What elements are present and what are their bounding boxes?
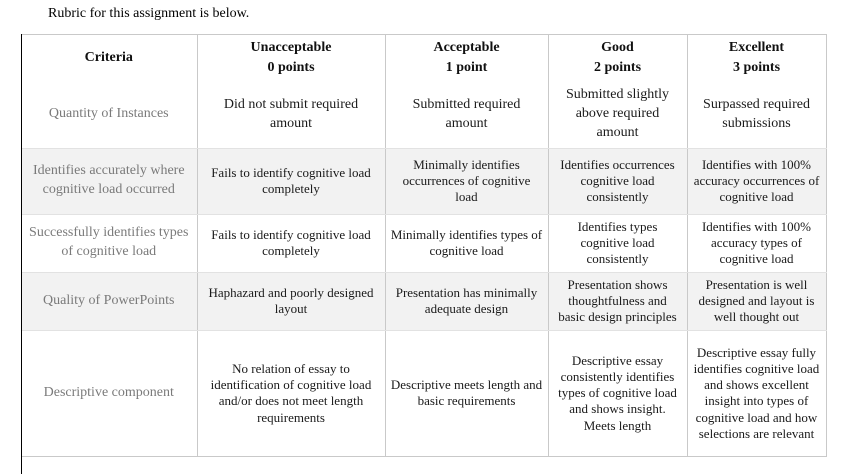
- rubric-table: [21, 34, 827, 456]
- header-acceptable: Acceptable 1 point: [385, 34, 548, 82]
- rating-cell: Surpassed required submissions: [687, 82, 826, 148]
- header-good: Good 2 points: [548, 34, 687, 82]
- criteria-cell: Successfully identifies types of cognitive load: [21, 214, 197, 272]
- rating-cell: Identifies occurrences cognitive load consistently: [548, 148, 687, 214]
- criteria-cell: Quantity of Instances: [21, 82, 197, 148]
- rating-cell: Presentation is well designed and layout is well thought out: [687, 272, 826, 330]
- rating-cell: Identifies with 100% accuracy types of cognitive load: [687, 214, 826, 272]
- rating-cell: No relation of essay to identification of cognitive load and/or does not meet length requirements: [197, 330, 385, 456]
- rating-cell: Descriptive essay fully identifies cognitive load and shows excellent insight into types of cognitive load and how selections are relevant: [687, 330, 826, 456]
- rating-cell: Haphazard and poorly designed layout: [197, 272, 385, 330]
- rating-cell: Identifies types cognitive load consistently: [548, 214, 687, 272]
- table-row: [21, 148, 826, 214]
- criteria-cell: Descriptive component: [21, 330, 197, 456]
- rating-cell: Identifies with 100% accuracy occurrences of cognitive load: [687, 148, 826, 214]
- rating-cell: Did not submit required amount: [197, 82, 385, 148]
- rating-cell: Submitted slightly above required amount: [548, 82, 687, 148]
- rating-cell: Minimally identifies types of cognitive load: [385, 214, 548, 272]
- header-row: [21, 34, 826, 82]
- rating-cell: Descriptive meets length and basic requirements: [385, 330, 548, 456]
- table-row: [21, 330, 826, 456]
- rating-cell: Minimally identifies occurrences of cognitive load: [385, 148, 548, 214]
- table-top-border: [21, 34, 827, 35]
- table-left-border: [21, 34, 22, 474]
- criteria-cell: Quality of PowerPoints: [21, 272, 197, 330]
- criteria-cell: Identifies accurately where cognitive load occurred: [21, 148, 197, 214]
- table-row: [21, 214, 826, 272]
- rating-cell: Descriptive essay consistently identifies types of cognitive load and shows insight. Meets length: [548, 330, 687, 456]
- rating-cell: Fails to identify cognitive load completely: [197, 214, 385, 272]
- intro-text: Rubric for this assignment is below.: [48, 6, 250, 21]
- header-excellent: Excellent 3 points: [687, 34, 826, 82]
- table-row: [21, 82, 826, 148]
- rating-cell: Presentation shows thoughtfulness and basic design principles: [548, 272, 687, 330]
- rating-cell: Submitted required amount: [385, 82, 548, 148]
- rating-cell: Presentation has minimally adequate design: [385, 272, 548, 330]
- header-criteria: Criteria: [21, 34, 197, 82]
- table-row: [21, 272, 826, 330]
- rating-cell: Fails to identify cognitive load completely: [197, 148, 385, 214]
- table-bottom-border: [21, 456, 827, 457]
- header-unacceptable: Unacceptable 0 points: [197, 34, 385, 82]
